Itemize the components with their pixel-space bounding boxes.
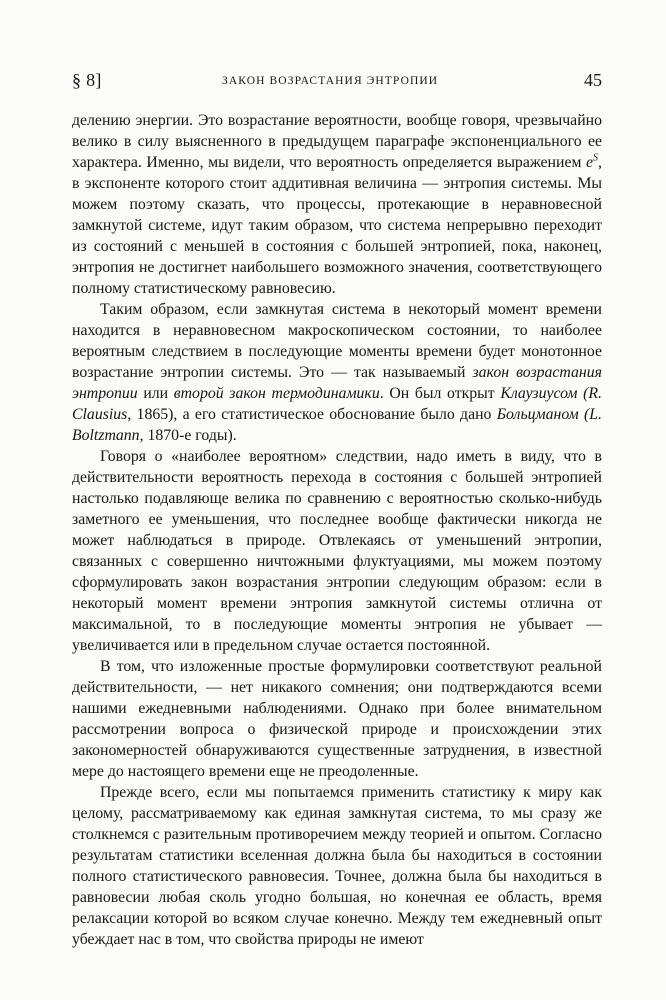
running-head	[72, 70, 602, 96]
paragraph-2	[72, 299, 602, 446]
math-base: e	[586, 154, 594, 171]
law-name-2: второй закон термодинамики	[173, 385, 380, 402]
paragraph-2-text-a: Таким образом, если замкнутая система в некоторый момент времени находится в неравновесном макроскопическом состоянии, то наиболее вероятным следствием в последующие моменты времени будет монотонное возрастание энтропии системы. Это — так называемый	[72, 301, 602, 381]
section-number: § 8]	[72, 70, 102, 90]
paragraph-3: Говоря о «наиболее вероятном» следствии, надо иметь в виду, что в действительности вероятность перехода в состояния с большей энтропией настолько подавляюще велика по сравнению с вероятностью сколько-нибудь заметного ее уменьшения, что последнее вообще фактически никогда не может наблюдаться в природе. Отвлекаясь от уменьшений энтропии, связанных с совершенно ничтожными флуктуациями, мы можем поэтому сформулировать закон возрастания энтропии следующим образом: если в некоторый момент времени энтропия замкнутой системы отлична от максимальной, то в последующие моменты энтропия не убывает — увеличивается или в предельном случае остается постоянной.	[72, 448, 602, 654]
paragraph-1-text-a: делению энергии. Это возрастание вероятности, вообще говоря, чрезвычайно велико в силу выясненного в предыдущем параграфе экспоненциального ее характера. Именно, мы видели, что вероятность определяется выражением	[72, 112, 602, 171]
paragraph-2-text-e: , 1870-е годы).	[139, 427, 237, 444]
paragraph-2-text-b: или	[137, 385, 174, 402]
clausius-reference: Клаузиусом (R. Clausius	[72, 385, 602, 423]
law-name-1: закон возрастания энтропии	[72, 364, 603, 402]
math-superscript: S	[593, 152, 599, 164]
boltzmann-reference: Больцманом (L. Boltzmann	[72, 406, 603, 444]
paragraph-5: Прежде всего, если мы попытаемся применить статистику к миру как целому, рассматриваемому как единая замкнутая система, то мы сразу же столкнемся с разительным противоречием между теорией и опытом. Согласно результатам статистики вселенная должна была бы находиться в состоянии полного статистического равновесия. Точнее, должна была бы находиться в равновесии любая сколь угодно большая, но конечная ее область, время релаксации которой во всяком случае конечно. Между тем ежедневный опыт убеждает нас в том, что свойства природы не имеют	[72, 784, 602, 948]
paragraph-2-text-d: , 1865), а его статистическое обоснование было дано	[127, 406, 497, 423]
paragraph-2-text-c: . Он был открыт	[379, 385, 501, 402]
paragraph-1	[72, 110, 602, 299]
paragraph-4: В том, что изложенные простые формулировки соответствуют реальной действительности, — нет никакого сомнения; они подтверждаются всеми нашими ежедневными наблюдениями. Однако при более внимательном рассмотрении вопроса о физической природе и происхождении этих закономерностей обнаруживаются существенные затруднения, в известной мере до настоящего времени еще не преодоленные.	[72, 658, 602, 780]
book-page	[72, 70, 602, 970]
math-expression	[586, 154, 598, 171]
page-number: 45	[584, 70, 602, 90]
paragraph-1-text-b: , в экспоненте которого стоит аддитивная величина — энтропия системы. Мы можем поэтому сказать, что процессы, протекающие в неравновесной замкнутой системе, идут таким образом, что система непрерывно переходит из состояний с меньшей в состояния с большей энтропией, пока, наконец, энтропия не достигнет наибольшего возможного значения, соответствующего полному статистическому равновесию.	[72, 154, 602, 297]
main-text	[72, 110, 602, 950]
chapter-title: ЗАКОН ВОЗРАСТАНИЯ ЭНТРОПИИ	[222, 75, 439, 87]
